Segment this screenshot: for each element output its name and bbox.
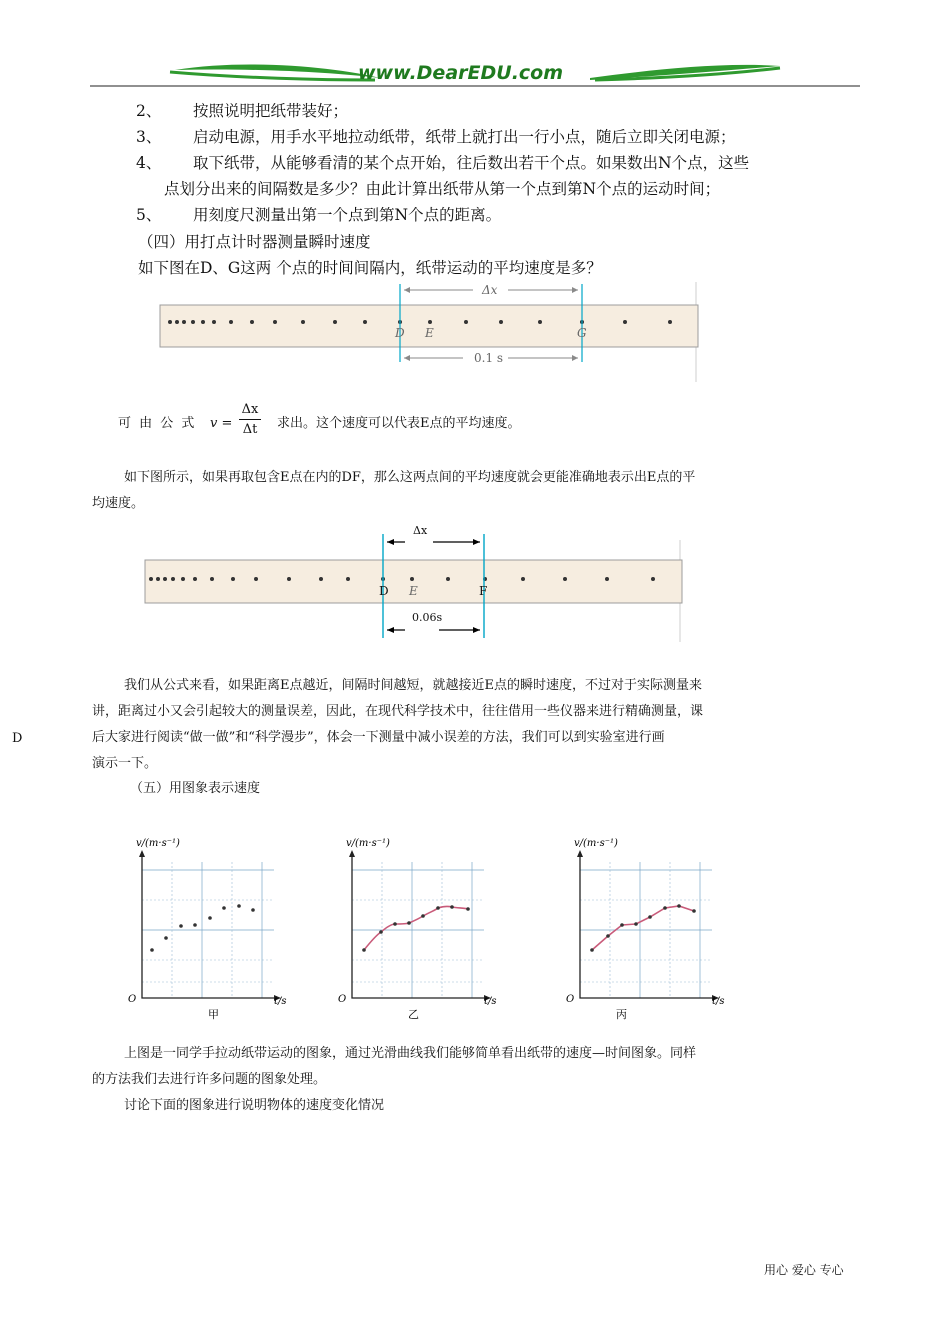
tape-1-dx-label: Δx bbox=[482, 283, 498, 297]
ticker-tape-2 bbox=[143, 520, 688, 642]
graph-bing-caption: 丙 bbox=[616, 1008, 627, 1021]
tape-1-label-d: D bbox=[395, 326, 405, 340]
graph-bing bbox=[566, 832, 742, 1024]
step-text: 用刻度尺测量出第一个点到第N个点的距离。 bbox=[193, 206, 502, 224]
graph-jia-ylabel: v/(m·s⁻¹) bbox=[136, 838, 180, 849]
tape-2-label-f: F bbox=[479, 584, 488, 598]
header-logo-text[interactable]: www.DearEDU.com bbox=[358, 62, 564, 84]
paragraph-instant-line4: 演示一下。 bbox=[92, 756, 158, 771]
tape-1-time-label: 0.1 s bbox=[474, 351, 504, 365]
graph-jia bbox=[128, 832, 304, 1024]
formula-prefix: 可 由 公 式 bbox=[118, 416, 197, 431]
paragraph-graph-line1: 上图是一同学手拉动纸带运动的图象，通过光滑曲线我们能够简单看出纸带的速度—时间图象。同样 bbox=[124, 1046, 697, 1061]
formula-suffix: 求出。这个速度可以代表E点的平均速度。 bbox=[277, 416, 521, 431]
paragraph-instant-line1: 我们从公式来看，如果距离E点越近，间隔时间越短，就越接近E点的瞬时速度，不过对于实际测量来 bbox=[124, 678, 702, 693]
step-num: 2、 bbox=[136, 102, 162, 120]
section-4-question: 如下图在D、G这两 个点的时间间隔内，纸带运动的平均速度是多？ bbox=[138, 259, 602, 277]
step-4-continuation: 点划分出来的间隔数是多少？由此计算出纸带从第一个点到第N个点的运动时间； bbox=[164, 180, 721, 198]
section-5-heading: （五）用图象表示速度 bbox=[130, 781, 261, 796]
tape-2-dx-label: Δx bbox=[413, 524, 428, 537]
graph-bing-ylabel: v/(m·s⁻¹) bbox=[574, 838, 618, 849]
graph-yi-xlabel: t/s bbox=[484, 996, 497, 1007]
graph-yi-curve bbox=[364, 906, 468, 950]
step-5 bbox=[136, 204, 502, 226]
paragraph-graph-line2: 的方法我们去进行许多问题的图象处理。 bbox=[92, 1072, 327, 1087]
graph-yi-ylabel: v/(m·s⁻¹) bbox=[346, 838, 390, 849]
tape-1-label-g: G bbox=[577, 326, 587, 340]
formula-v: v = bbox=[210, 416, 233, 431]
graph-jia-caption: 甲 bbox=[208, 1008, 219, 1021]
graph-bing-grid bbox=[580, 862, 712, 998]
graph-yi-origin: O bbox=[338, 994, 347, 1005]
graph-jia-origin: O bbox=[128, 994, 137, 1005]
step-text: 启动电源，用手水平地拉动纸带，纸带上就打出一行小点，随后立即关闭电源； bbox=[193, 128, 736, 146]
tape-1-label-e: E bbox=[425, 326, 434, 340]
graph-bing-curve bbox=[592, 906, 694, 950]
tape-2-label-d: D bbox=[379, 584, 389, 598]
paragraph-df-line1: 如下图所示，如果再取包含E点在内的DF，那么这两点间的平均速度就会更能准确地表示出E点的平 bbox=[124, 470, 696, 485]
step-num: 4、 bbox=[136, 154, 162, 172]
margin-mark: D bbox=[12, 731, 23, 746]
tape-2-time-label: 0.06s bbox=[412, 611, 443, 624]
paragraph-df-line2: 均速度。 bbox=[92, 496, 145, 511]
graph-bing-origin: O bbox=[566, 994, 575, 1005]
step-text: 按照说明把纸带装好； bbox=[193, 102, 349, 120]
step-text: 取下纸带，从能够看清的某个点开始，往后数出若干个点。如果数出N个点，这些 bbox=[193, 154, 750, 172]
formula-numerator: Δx bbox=[241, 402, 259, 417]
page-footer: 用心 爱心 专心 bbox=[764, 1263, 844, 1277]
graph-jia-points bbox=[150, 904, 255, 952]
step-4 bbox=[136, 152, 750, 174]
tape-2-label-e: E bbox=[409, 584, 418, 598]
graph-bing-xlabel: t/s bbox=[712, 996, 725, 1007]
graph-yi bbox=[338, 832, 514, 1024]
step-num: 5、 bbox=[136, 206, 162, 224]
step-2 bbox=[136, 100, 349, 122]
section-4-heading: （四）用打点计时器测量瞬时速度 bbox=[138, 233, 371, 251]
graph-yi-caption: 乙 bbox=[408, 1008, 419, 1021]
step-3 bbox=[136, 126, 736, 148]
paragraph-discuss: 讨论下面的图象进行说明物体的速度变化情况 bbox=[124, 1098, 385, 1113]
graph-jia-grid bbox=[142, 862, 274, 998]
paragraph-instant-line3: 后大家进行阅读“做一做”和“科学漫步”，体会一下测量中减小误差的方法，我们可以到实验室进行画 bbox=[92, 730, 665, 745]
ticker-tape-1 bbox=[158, 282, 703, 382]
graph-yi-points bbox=[362, 905, 470, 952]
graph-jia-xlabel: t/s bbox=[274, 996, 287, 1007]
graph-yi-grid bbox=[352, 862, 484, 998]
page-header bbox=[90, 58, 860, 90]
step-num: 3、 bbox=[136, 128, 162, 146]
formula-denominator: Δt bbox=[242, 422, 258, 437]
paragraph-instant-line2: 讲，距离过小又会引起较大的测量误差，因此，在现代科学技术中，往往借用一些仪器来进行精确测量，课 bbox=[92, 704, 704, 719]
formula-fraction bbox=[238, 401, 262, 440]
graph-bing-points bbox=[590, 904, 696, 952]
